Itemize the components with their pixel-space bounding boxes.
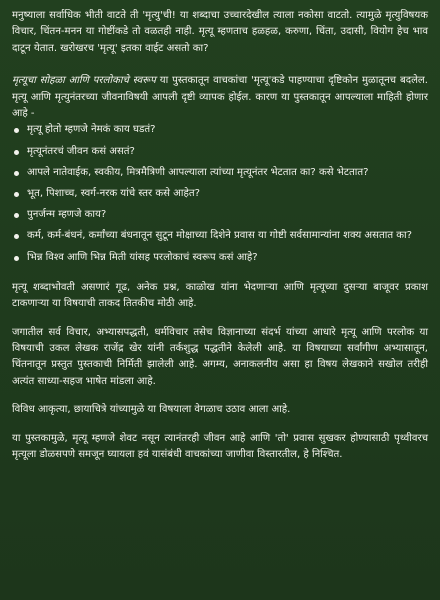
author-paragraph: जगातील सर्व विचार, अभ्यासपद्धती, धर्मविचार तसेच विज्ञानाच्या संदर्भ यांच्या आधारे मृत्यू आणि परलोक या विषयाची उकल लेखक राजेंद्र खेर यांनी तर्कशुद्ध पद्धतीने केलेली आहे. या विषयाच्या सर्वांगीण अभ्यासातून, चिंतनातून प्रस्तुत पुस्तकाची निर्मिती झालेली आहे. अगम्य, अनाकलनीय असा हा विषय लेखकाने सखोल तरीही अत्यंत साध्या-सहज भाषेत मांडला आहे. [12, 326, 428, 387]
question-text: भूत, पिशाच्च, स्वर्ग-नरक यांचे स्तर कसे आहेत? [27, 188, 200, 200]
closing-paragraph: या पुस्तकामुळे, मृत्यू म्हणजे शेवट नसून त्यानंतरही जीवन आहे आणि 'तो' प्रवास सुखकर होण्यासाठी पृथ्वीवरच मृत्यूला डोळसपणे समजून घ्यायला हवं यासंबंधी वाचकांच्या जाणीवा विस्तारतील, हे निश्चित. [12, 432, 428, 461]
question-text: कर्म, कर्म-बंधनं, कर्मांच्या बंधनातून सुटून मोक्षाच्या दिशेने प्रवास या गोष्टी सर्वसामान्यांना शक्य असतात का? [27, 230, 412, 242]
list-item [12, 207, 428, 223]
bullet-icon [14, 128, 19, 133]
bullet-icon [14, 192, 19, 197]
intro-paragraph: मनुष्याला सर्वाधिक भीती वाटते ती 'मृत्यु'ची! या शब्दाचा उच्चारदेखील त्याला नकोसा वाटतो. त्यामुळे मृत्युविषयक विचार, चिंतन-मनन या गोष्टींकडे तो वळतही नाही. मृत्यू म्हणताच हळहळ, करुणा, चिंता, उदासी, वियोग हेच भाव दाटून येतात. खरोखरच 'मृत्यू' इतका वाईट असतो का? [12, 10, 428, 54]
list-item [12, 144, 428, 160]
bullet-icon [14, 234, 19, 239]
questions-list [12, 122, 428, 265]
question-text: मृत्यूनंतरचं जीवन कसं असतं? [27, 145, 135, 157]
list-item [12, 228, 428, 244]
bullet-icon [14, 150, 19, 155]
list-item [12, 250, 428, 266]
list-item [12, 122, 428, 138]
illustrations-paragraph: विविध आकृत्या, छायाचित्रे यांच्यामुळे या विषयाला वेगळाच उठाव आला आहे. [12, 404, 291, 416]
bullet-icon [14, 213, 19, 218]
question-text: मृत्यू होतो म्हणजे नेमकं काय घडतं? [27, 124, 156, 136]
question-text: पुनर्जन्म म्हणजे काय? [27, 209, 107, 221]
bullet-icon [14, 256, 19, 261]
list-item [12, 165, 428, 181]
mystery-paragraph: मृत्यू शब्दाभोवती असणारं गूढ, अनेक प्रश्न, काळोख यांना भेदणाऱ्या आणि मृत्यूच्या दुसऱ्या बाजूवर प्रकाश टाकणाऱ्या या विषयाची ताकद तितकीच मोठी आहे. [12, 281, 428, 310]
list-item [12, 186, 428, 202]
book-intro-paragraph [12, 73, 428, 122]
book-intro-text: या पुस्तकातून वाचकांचा 'मृत्यू'कडे पाहण्याचा दृष्टिकोन मुळातूनच बदलेल. मृत्यू आणि मृत्युनंतरच्या जीवनाविषयी आपली दृष्टी व्यापक होईल. कारण या पुस्तकातून आपल्याला माहिती होणार आहे - [12, 75, 428, 120]
bullet-icon [14, 171, 19, 176]
book-title: मृत्यूचा सोहळा आणि परलोकाचे स्वरूप [12, 75, 156, 87]
question-text: आपले नातेवाईक, स्वकीय, मित्रमैत्रिणी आपल्याला त्यांच्या मृत्यूनंतर भेटतात का? कसे भेटतात? [27, 166, 369, 178]
question-text: भिन्न विश्व आणि भिन्न मिती यांसह परलोकाचं स्वरूप कसं आहे? [27, 251, 258, 263]
